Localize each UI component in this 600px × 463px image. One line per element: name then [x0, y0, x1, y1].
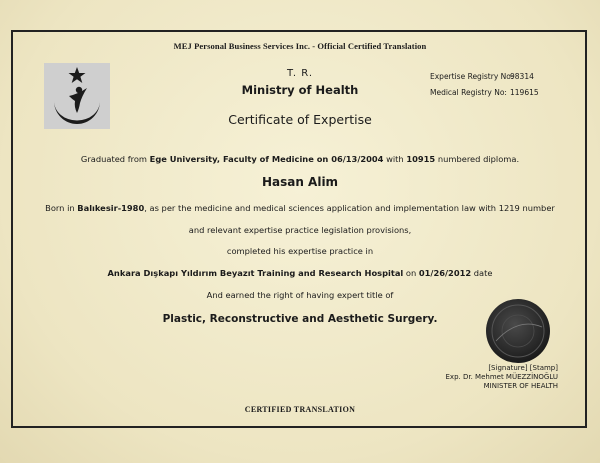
- hospital-line: [0, 268, 600, 278]
- hospital-suffix: date: [471, 268, 493, 278]
- expertise-registry-value: 98314: [510, 72, 534, 81]
- earned-line: And earned the right of having expert title of: [206, 290, 394, 300]
- graduation-line: [0, 154, 600, 164]
- graduation-mid: with: [383, 154, 407, 164]
- expertise-registry-label: Expertise Registry No:: [430, 72, 514, 81]
- certificate-title: Certificate of Expertise: [228, 112, 372, 127]
- graduation-suffix: numbered diploma.: [435, 154, 520, 164]
- birth-suffix: , as per the medicine and medical sciences application and implementation law with 1219 number: [144, 203, 555, 213]
- hospital-date: 01/26/2012: [418, 268, 472, 278]
- signer-name: Exp. Dr. Mehmet MÜEZZİNOĞLU: [445, 373, 558, 381]
- translation-header: MEJ Personal Business Services Inc. - Official Certified Translation: [173, 41, 427, 51]
- ministry-title: Ministry of Health: [241, 83, 359, 97]
- hospital-name: Ankara Dışkapı Yıldırım Beyazıt Training and Research Hospital: [107, 268, 404, 278]
- holder-name: Hasan Alim: [261, 175, 339, 189]
- hospital-on: on: [403, 268, 419, 278]
- medical-registry: [430, 88, 539, 97]
- graduation-prefix: Graduated from: [80, 154, 150, 164]
- official-seal-icon: [484, 297, 552, 365]
- medical-registry-label: Medical Registry No:: [430, 88, 507, 97]
- tr-heading: T. R.: [286, 68, 314, 79]
- provisions-line: and relevant expertise practice legislation provisions,: [188, 225, 412, 235]
- birth-line: [0, 203, 600, 213]
- diploma-number: 10915: [406, 154, 436, 164]
- signature-marks: [Signature] [Stamp]: [488, 364, 558, 372]
- signer-role: MINISTER OF HEALTH: [483, 382, 558, 390]
- completed-line: completed his expertise practice in: [226, 246, 374, 256]
- medical-registry-value: 119615: [510, 88, 539, 97]
- certified-translation-footer: CERTIFIED TRANSLATION: [244, 405, 356, 414]
- expertise-registry: [430, 72, 534, 81]
- birth-prefix: Born in: [45, 203, 78, 213]
- specialty-title: Plastic, Reconstructive and Aesthetic Surgery.: [162, 313, 438, 325]
- birth-place: Balıkesir-1980: [77, 203, 145, 213]
- university: Ege University, Faculty of Medicine on 06/13/2004: [149, 154, 384, 164]
